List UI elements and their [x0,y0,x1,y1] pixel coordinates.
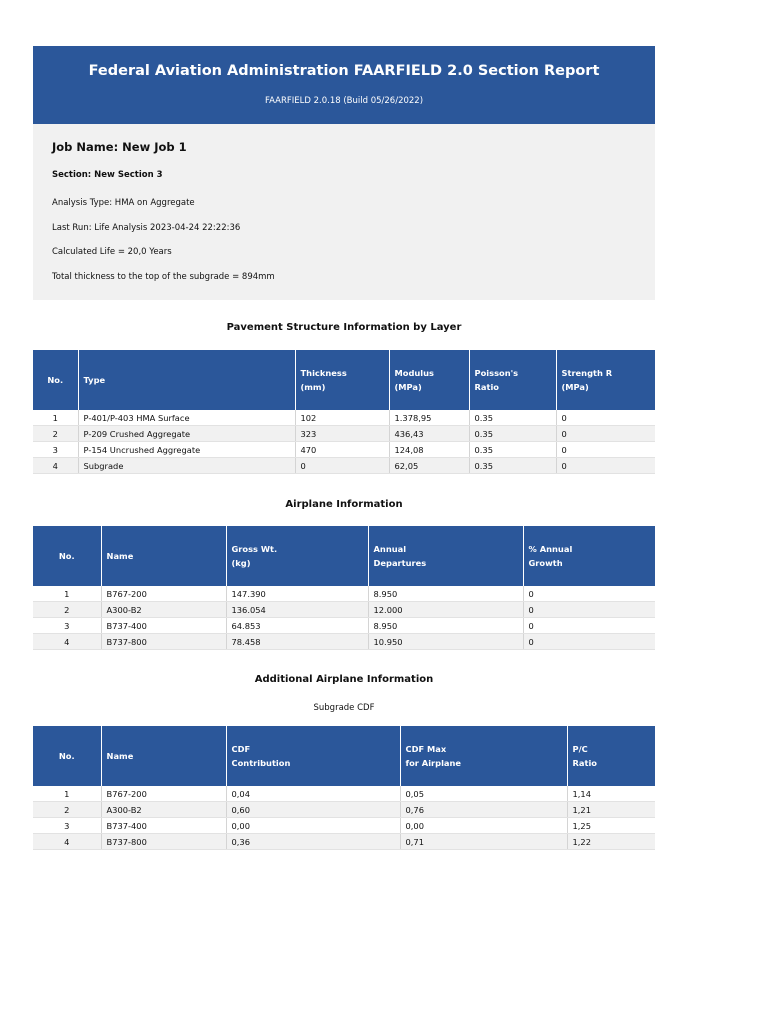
total-thickness: Total thickness to the top of the subgrade = 894mm [52,272,275,282]
table-cell: 2 [33,802,101,818]
table-cell: 0,04 [226,786,400,802]
table-row [33,426,655,442]
table-row [33,442,655,458]
table-cell: 12.000 [368,602,523,618]
table-cell: 0,36 [226,834,400,850]
column-header: Strength R (MPa) [556,350,655,410]
table-row [33,818,655,834]
table-cell: 436,43 [389,426,469,442]
table-cell: 78.458 [226,634,368,650]
table-cell: 4 [33,834,101,850]
table-cell: 147.390 [226,586,368,602]
table-cell: 10.950 [368,634,523,650]
last-run: Last Run: Life Analysis 2023-04-24 22:22:36 [52,223,241,233]
job-info-panel [33,124,655,300]
table-cell: 0 [556,426,655,442]
table-cell: B767-200 [101,786,226,802]
table-cell: 136.054 [226,602,368,618]
table-cell: P-209 Crushed Aggregate [78,426,295,442]
table-cell: 0,05 [400,786,567,802]
table-cell: B737-400 [101,818,226,834]
column-header: % Annual Growth [523,526,655,586]
table-row [33,410,655,426]
table-cell: 0.35 [469,426,556,442]
table-cell: Subgrade [78,458,295,474]
column-header: Poisson's Ratio [469,350,556,410]
table-cell: P-154 Uncrushed Aggregate [78,442,295,458]
table-cell: 4 [33,634,101,650]
additional-section-title: Additional Airplane Information [254,674,434,685]
column-header: No. [33,350,78,410]
table-cell: 4 [33,458,78,474]
calculated-life: Calculated Life = 20,0 Years [52,247,172,257]
table-cell: P-401/P-403 HMA Surface [78,410,295,426]
table-cell: B737-800 [101,834,226,850]
table-cell: 1,21 [567,802,655,818]
additional-table-body [33,786,655,850]
table-cell: 323 [295,426,389,442]
job-name: Job Name: New Job 1 [52,140,187,154]
table-cell: 3 [33,618,101,634]
table-cell: 3 [33,442,78,458]
table-cell: 1,14 [567,786,655,802]
table-cell: 0 [523,618,655,634]
table-cell: 0 [523,634,655,650]
table-row [33,618,655,634]
airplane-table-body [33,586,655,650]
table-cell: 1,22 [567,834,655,850]
table-row [33,602,655,618]
table-row [33,634,655,650]
table-cell: 8.950 [368,618,523,634]
table-cell: 0.35 [469,442,556,458]
column-header: Type [78,350,295,410]
additional-table-header [33,726,655,786]
table-row [33,802,655,818]
table-cell: 2 [33,602,101,618]
table-row [33,458,655,474]
column-header: No. [33,526,101,586]
table-cell: 0.35 [469,458,556,474]
airplane-table-header [33,526,655,586]
table-cell: 1 [33,410,78,426]
table-row [33,786,655,802]
table-cell: 1 [33,786,101,802]
analysis-type: Analysis Type: HMA on Aggregate [52,198,195,208]
column-header: Name [101,726,226,786]
airplane-section-title: Airplane Information [285,499,403,510]
pavement-table-header [33,350,655,410]
table-cell: 0,76 [400,802,567,818]
header-row [33,526,655,586]
table-cell: B737-800 [101,634,226,650]
table-cell: B767-200 [101,586,226,602]
table-cell: 0 [556,410,655,426]
column-header: CDF Max for Airplane [400,726,567,786]
table-cell: 1,25 [567,818,655,834]
table-cell: 3 [33,818,101,834]
table-cell: 8.950 [368,586,523,602]
table-cell: 470 [295,442,389,458]
table-row [33,834,655,850]
section-name: Section: New Section 3 [52,170,163,180]
table-cell: 0 [295,458,389,474]
column-header: CDF Contribution [226,726,400,786]
report-title: Federal Aviation Administration FAARFIELD 2.0 Section Report [88,63,600,79]
table-cell: 102 [295,410,389,426]
additional-table [33,726,655,850]
pavement-table [33,350,655,474]
table-cell: 0.35 [469,410,556,426]
table-cell: 124,08 [389,442,469,458]
table-cell: 0,60 [226,802,400,818]
table-cell: 2 [33,426,78,442]
table-cell: 0,00 [226,818,400,834]
table-cell: A300-B2 [101,602,226,618]
table-cell: 62,05 [389,458,469,474]
table-cell: 1 [33,586,101,602]
pavement-section-title: Pavement Structure Information by Layer [226,322,462,333]
pavement-table-body [33,410,655,474]
column-header: P/C Ratio [567,726,655,786]
report-subtitle: FAARFIELD 2.0.18 (Build 05/26/2022) [264,96,424,106]
table-cell: 0 [523,602,655,618]
column-header: Name [101,526,226,586]
table-cell: A300-B2 [101,802,226,818]
column-header: Thickness (mm) [295,350,389,410]
report-header [33,46,655,124]
table-cell: 1.378,95 [389,410,469,426]
table-row [33,586,655,602]
column-header: No. [33,726,101,786]
table-cell: 0 [556,458,655,474]
table-cell: 0 [523,586,655,602]
table-cell: 0 [556,442,655,458]
column-header: Gross Wt. (kg) [226,526,368,586]
column-header: Modulus (MPa) [389,350,469,410]
additional-section-subtitle: Subgrade CDF [313,703,375,713]
header-row [33,350,655,410]
table-cell: 0,00 [400,818,567,834]
airplane-table [33,526,655,650]
column-header: Annual Departures [368,526,523,586]
table-cell: 0,71 [400,834,567,850]
header-row [33,726,655,786]
table-cell: B737-400 [101,618,226,634]
table-cell: 64.853 [226,618,368,634]
